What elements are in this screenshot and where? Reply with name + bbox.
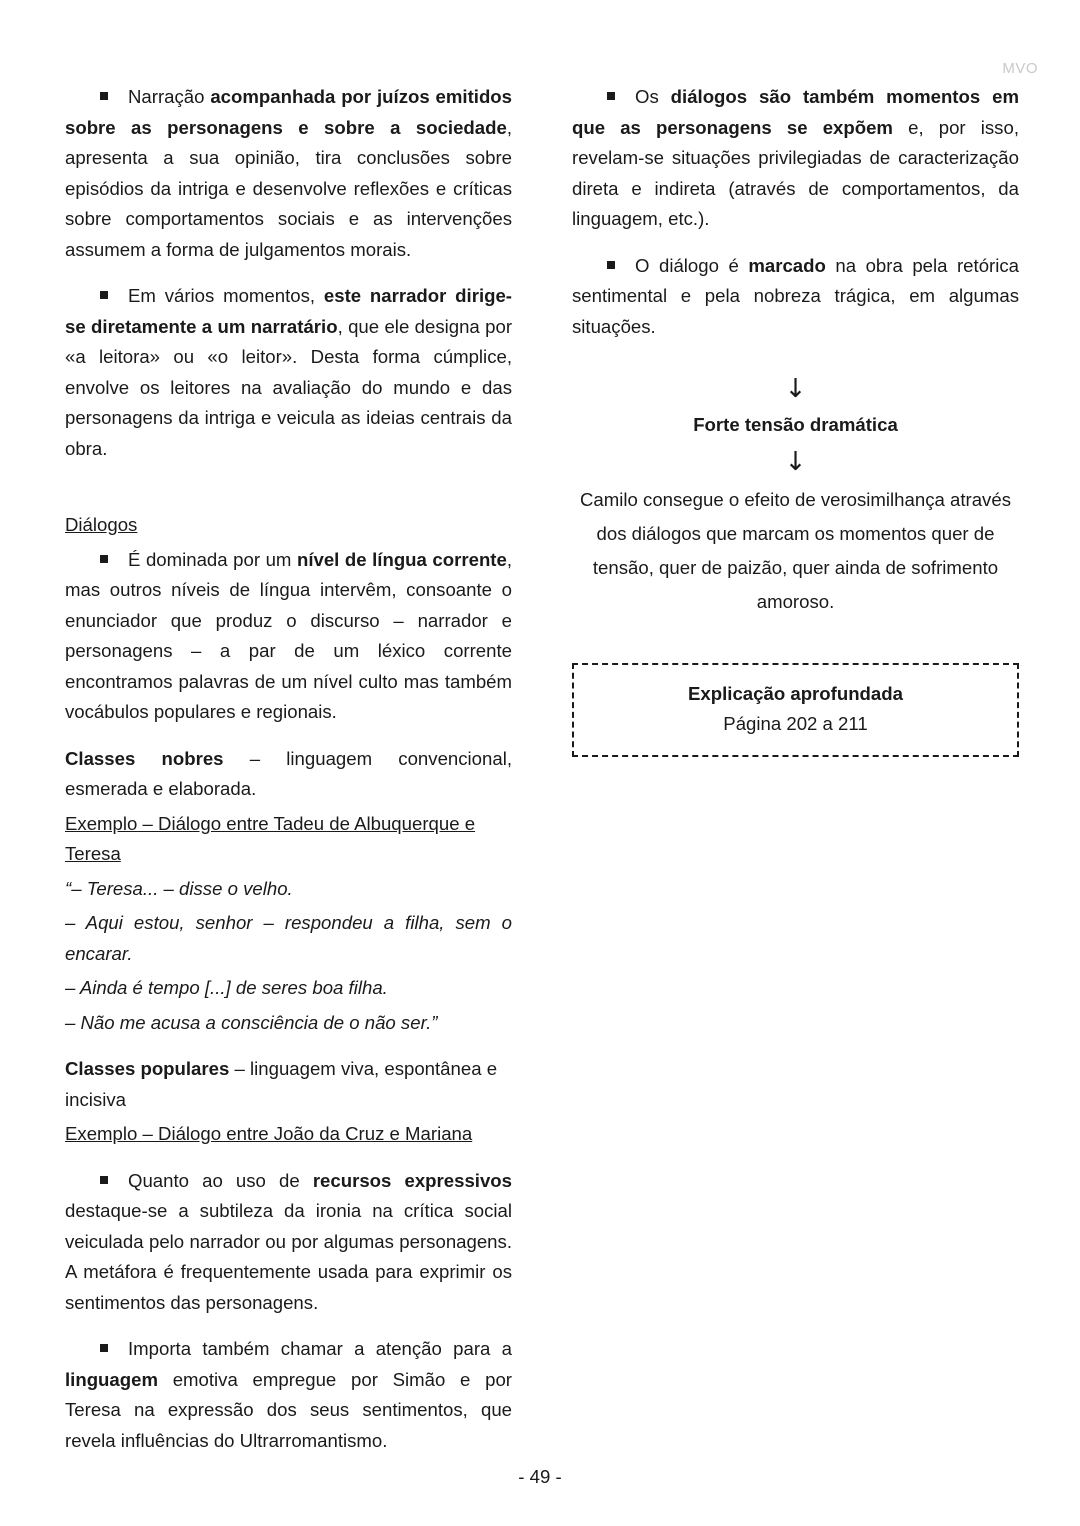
watermark-label: MVO [1002,60,1038,77]
label-classes-nobres: Classes nobres [65,747,224,769]
paragraph-lead: Narração [128,86,211,107]
paragraph-classes-nobres [65,744,512,805]
conclusion-paragraph: Camilo consegue o efeito de verosimilhança através dos diálogos que marcam os momentos quer de tensão, quer de paizão, quer ainda de sofrimento amoroso. [580,488,1011,612]
paragraph-dialogo-marcado [572,251,1019,343]
paragraph-narrador-narratario [65,281,512,464]
square-bullet-icon [100,1176,108,1184]
square-bullet-icon [100,1344,108,1352]
paragraph-bold: este narrador dirige-se diretamente a um narratário [65,285,512,337]
label-classes-populares: Classes populares [65,1058,230,1079]
dialogue-line: – Aqui estou, senhor – respondeu a filha, sem o encarar. [65,912,512,964]
callout-title: Explicação aprofundada [688,682,903,704]
dialogue-line: “– Teresa... – disse o velho. [65,877,293,899]
left-column [65,82,512,1456]
paragraph-rest: , que ele designa por «a leitora» ou «o leitor». Desta forma cúmplice, envolve os leitores na avaliação do mundo e das personagens da intriga e veicula as ideias centrais da obra. [65,315,513,459]
paragraph-rest: , apresenta a sua opinião, tira conclusões sobre episódios da intriga e desenvolve reflexões e críticas sobre comportamentos sociais e as intervenções assumem a forma de julgamentos morais. [65,116,512,260]
paragraph-recursos-expressivos [65,1166,512,1319]
paragraph-bold: recursos expressivos [312,1169,512,1191]
paragraph-lead: Os [635,86,671,107]
paragraph-lead: Quanto ao uso de [128,1169,313,1191]
paragraph-bold: marcado [748,254,826,276]
example-heading-populares: Exemplo – Diálogo entre João da Cruz e Mariana [65,1123,473,1144]
example-heading-nobres: Exemplo – Diálogo entre Tadeu de Albuquerque e Teresa [65,812,476,864]
paragraph-rest: destaque-se a subtileza da ironia na crítica social veiculada pelo narrador ou por algumas personagens. A metáfora é frequentemente usada para exprimir os sentimentos das personagens. [65,1200,512,1313]
paragraph-bold: diálogos são também momentos em que as personagens se expõem [572,86,1019,138]
right-column [572,82,1019,757]
paragraph-linguagem-emotiva [65,1334,512,1456]
emphasis-forte-tensao: Forte tensão dramática [693,414,898,435]
down-arrow-icon: ↓ [784,374,807,404]
dialogue-line: – Ainda é tempo [...] de seres boa filha. [65,977,388,998]
down-arrow-icon: ↓ [784,446,807,477]
paragraph-bold: nível de língua corrente [296,548,507,570]
square-bullet-icon [100,555,108,563]
paragraph-dialogos-momentos [572,82,1019,235]
two-column-body [65,82,1018,1456]
paragraph-lead: O diálogo é [635,254,749,276]
square-bullet-icon [100,291,108,299]
callout-box-explicacao [572,663,1019,757]
paragraph-classes-populares [65,1054,512,1115]
paragraph-nivel-lingua [65,545,512,728]
classes-nobres-description: – linguagem convencional, esmerada e elaborada. [65,747,512,799]
paragraph-bold: acompanhada por juízos emitidos sobre as personagens e sobre a sociedade [65,86,512,138]
paragraph-rest: na obra pela retórica sentimental e pela nobreza trágica, em algumas situações. [572,254,1019,337]
page-number: - 49 - [518,1466,562,1487]
paragraph-lead: É dominada por um [128,548,297,570]
callout-subtitle: Página 202 a 211 [723,712,868,734]
dialogue-line: – Não me acusa a consciência de o não ser.” [65,1011,438,1033]
classes-populares-description: – linguagem viva, espontânea e incisiva [65,1058,498,1110]
paragraph-rest: emotiva empregue por Simão e por Teresa na expressão dos seus sentimentos, que revela influências do Ultrarromantismo. [65,1368,512,1451]
paragraph-bold: linguagem [65,1368,158,1390]
paragraph-rest: e, por isso, revelam-se situações privilegiadas de caracterização direta e indireta (através de comportamentos, da linguagem, etc.). [572,116,1019,229]
square-bullet-icon [607,261,615,269]
square-bullet-icon [100,92,108,100]
paragraph-narracao [65,82,512,265]
paragraph-lead: Importa também chamar a atenção para a [128,1338,512,1359]
section-heading-dialogos: Diálogos [65,514,138,535]
square-bullet-icon [607,92,615,100]
paragraph-rest: , mas outros níveis de língua intervêm, consoante o enunciador que produz o discurso – narrador e personagens – a par de um léxico corrente encontramos palavras de um nível culto mas também vocábulos populares e regionais. [65,548,513,722]
paragraph-lead: Em vários momentos, [128,285,324,306]
